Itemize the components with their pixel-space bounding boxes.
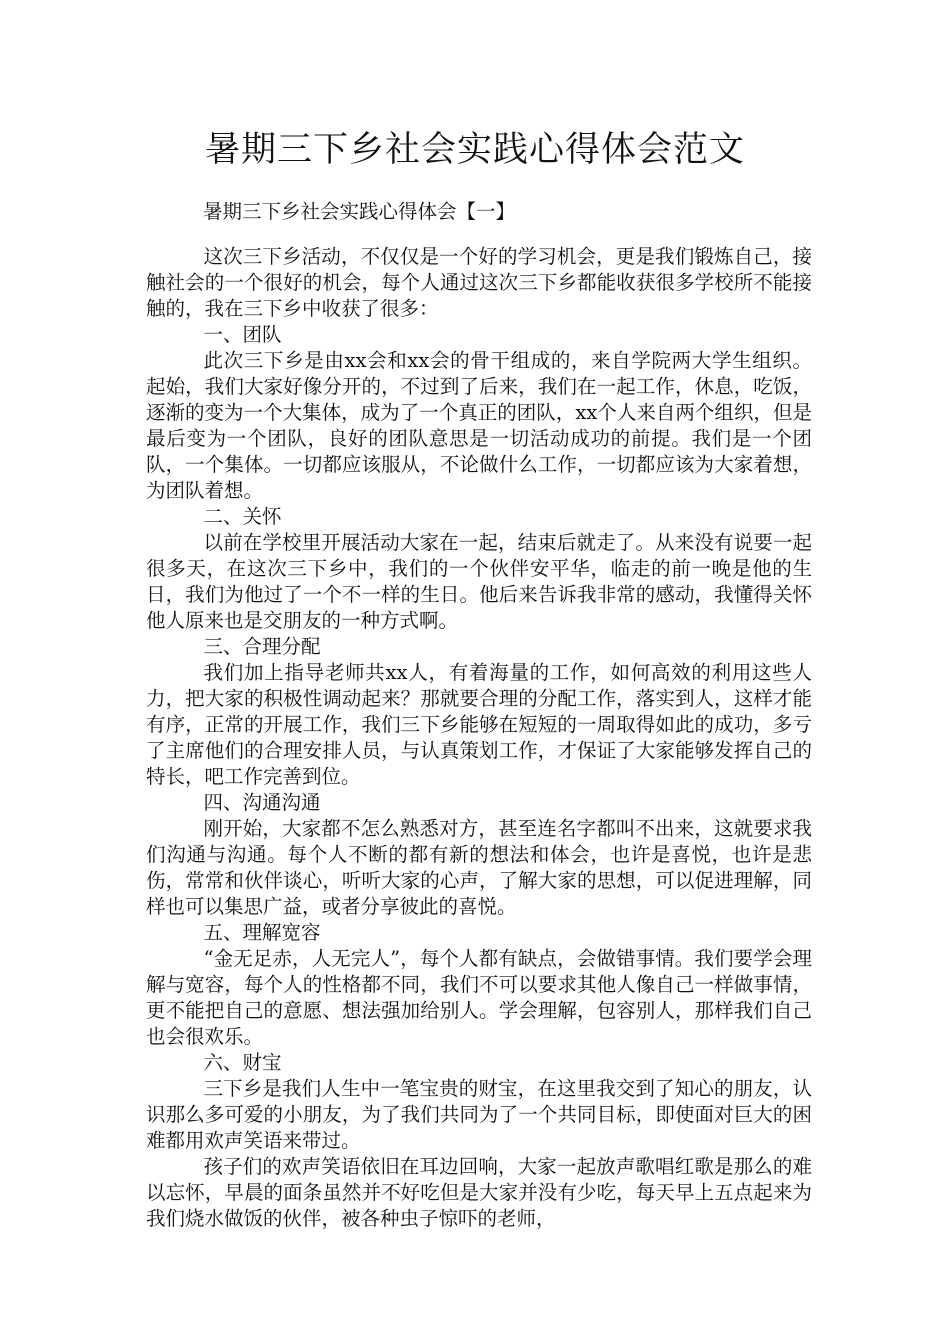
heading-treasure: 六、财宝 bbox=[203, 1051, 282, 1074]
heading-care: 二、关怀 bbox=[203, 505, 282, 528]
paragraph-teamwork: 此次三下乡是由xx会和xx会的骨干组成的，来自学院两大学生组织。起始，我们大家好像分开的，不过到了后来，我们在一起工作，休息，吃饭，逐渐的变为一个大集体，成为了一个真正的团队，xx个人来自两个组织，但是最后变为一个团队，良好的团队意思是一切活动成功的前提。我们是一个团队，一个集体。一切都应该服从，不论做什么工作，一切都应该为大家着想，为团队着想。 bbox=[146, 349, 812, 502]
heading-communication: 四、沟通沟通 bbox=[203, 791, 321, 814]
paragraph-communication: 刚开始，大家都不怎么熟悉对方，甚至连名字都叫不出来，这就要求我们沟通与沟通。每个人不断的都有新的想法和体会，也许是喜悦，也许是悲伤，常常和伙伴谈心，听听大家的心声，了解大家的思想，可以促进理解，同样也可以集思广益，或者分享彼此的喜悦。 bbox=[146, 817, 812, 918]
paragraph-intro: 这次三下乡活动，不仅仅是一个好的学习机会，更是我们锻炼自己，接触社会的一个很好的机会，每个人通过这次三下乡都能收获很多学校所不能接触的，我在三下乡中收获了很多： bbox=[146, 245, 812, 320]
paragraph-allocation: 我们加上指导老师共xx人，有着海量的工作，如何高效的利用这些人力，把大家的积极性调动起来？那就要合理的分配工作，落实到人，这样才能有序，正常的开展工作，我们三下乡能够在短短的一周取得如此的成功，多亏了主席他们的合理安排人员，与认真策划工作，才保证了大家能够发挥自己的特长，吧工作完善到位。 bbox=[146, 661, 812, 788]
section-subtitle: 暑期三下乡社会实践心得体会【一】 bbox=[203, 200, 516, 223]
paragraph-memories: 孩子们的欢声笑语依旧在耳边回响，大家一起放声歌唱红歌是那么的难以忘怀，早晨的面条虽然并不好吃但是大家并没有少吃，每天早上五点起来为我们烧水做饭的伙伴，被各种虫子惊吓的老师， bbox=[146, 1155, 812, 1230]
heading-teamwork: 一、团队 bbox=[203, 323, 282, 346]
document-title: 暑期三下乡社会实践心得体会范文 bbox=[204, 130, 745, 170]
heading-tolerance: 五、理解宽容 bbox=[203, 921, 321, 944]
paragraph-treasure: 三下乡是我们人生中一笔宝贵的财宝，在这里我交到了知心的朋友，认识那么多可爱的小朋友，为了我们共同为了一个共同目标，即使面对巨大的困难都用欢声笑语来带过。 bbox=[146, 1077, 812, 1152]
heading-allocation: 三、合理分配 bbox=[203, 635, 321, 658]
paragraph-care: 以前在学校里开展活动大家在一起，结束后就走了。从来没有说要一起很多天，在这次三下乡中，我们的一个伙伴安平华，临走的前一晚是他的生日，我们为他过了一个不一样的生日。他后来告诉我非常的感动，我懂得关怀他人原来也是交朋友的一种方式啊。 bbox=[146, 531, 812, 632]
paragraph-tolerance: “金无足赤，人无完人”，每个人都有缺点，会做错事情。我们要学会理解与宽容，每个人的性格都不同，我们不可以要求其他人像自己一样做事情，更不能把自己的意愿、想法强加给别人。学会理解，包容别人，那样我们自己也会很欢乐。 bbox=[146, 947, 812, 1048]
document-body bbox=[146, 244, 812, 1232]
